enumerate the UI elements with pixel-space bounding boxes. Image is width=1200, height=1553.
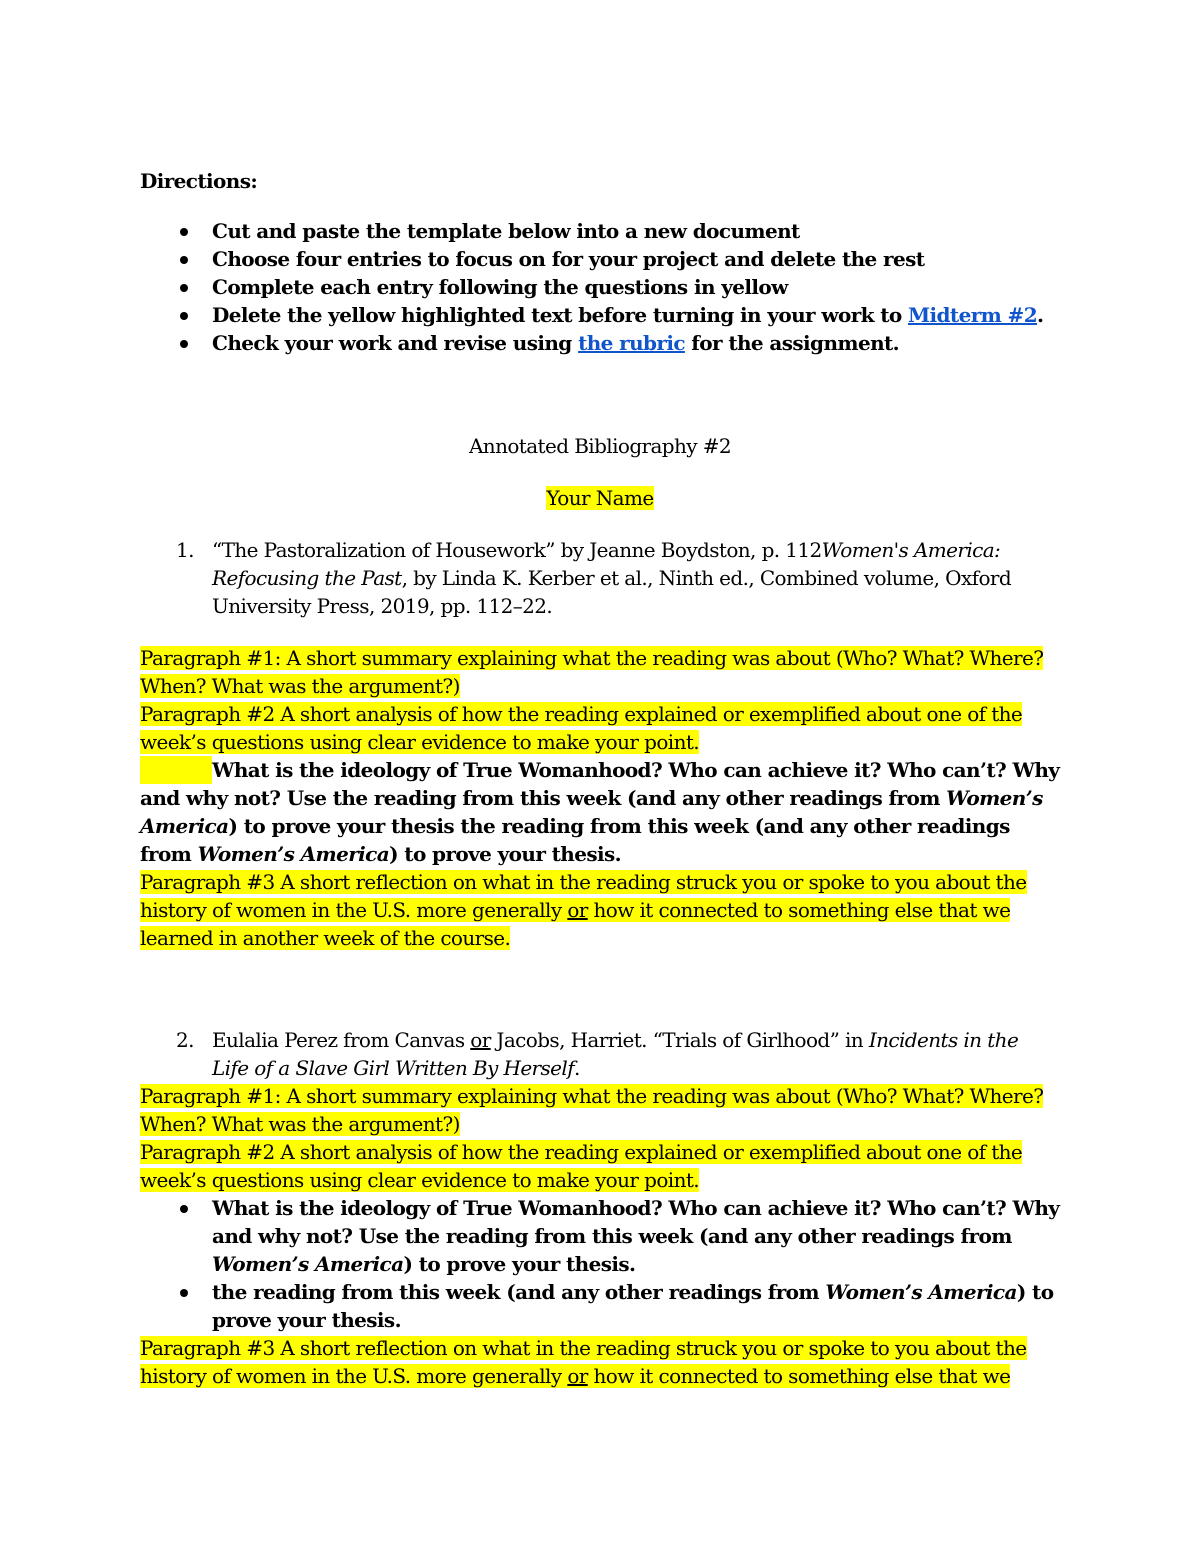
list-item: Choose four entries to focus on for your project and delete the rest (140, 245, 1060, 273)
list-item: Check your work and revise using the rubric for the assignment. (140, 329, 1060, 357)
bibliography-entry-1 (140, 536, 1060, 620)
document-title: Annotated Bibliography #2 (468, 434, 732, 458)
entry1-paragraph3-prompt: Paragraph #3 A short reflection on what in the reading struck you or spoke to you about the history of women in the U.S. more generally or how it connected to something else that we learned in another week of the course. (140, 870, 1027, 950)
list-item: Delete the yellow highlighted text before turning in your work to Midterm #2. (140, 301, 1060, 329)
entry2-paragraph2-prompt: Paragraph #2 A short analysis of how the reading explained or exemplified about one of the week’s questions using clear evidence to make your point. (140, 1140, 1023, 1192)
rubric-link[interactable]: the rubric (578, 331, 685, 355)
entry-citation: “The Pastoralization of Housework” by Jeanne Boydston, p. 112Women's America: Refocusing the Past, by Linda K. Kerber et al., Ninth ed., Combined volume, Oxford University Press, 2019, pp. 112–22. (212, 538, 1012, 618)
directions-list (140, 217, 1060, 357)
list-item: Cut and paste the template below into a new document (140, 217, 1060, 245)
indent-highlight (140, 756, 212, 784)
bullet-icon (180, 312, 188, 320)
entry-citation: Eulalia Perez from Canvas or Jacobs, Harriet. “Trials of Girlhood” in Incidents in the Life of a Slave Girl Written By Herself. (212, 1028, 1019, 1080)
entry2-paragraph1-prompt: Paragraph #1: A short summary explaining what the reading was about (Who? What? Where? When? What was the argument?) (140, 1084, 1044, 1136)
midterm-link[interactable]: Midterm #2 (908, 303, 1038, 327)
entry1-paragraph2-prompt: Paragraph #2 A short analysis of how the reading explained or exemplified about one of the week’s questions using clear evidence to make your point. (140, 702, 1023, 754)
entry1-paragraph1-prompt: Paragraph #1: A short summary explaining what the reading was about (Who? What? Where? When? What was the argument?) (140, 646, 1044, 698)
entry-number: 1. (176, 538, 194, 562)
bullet-icon (180, 1289, 188, 1297)
entry-number: 2. (176, 1028, 194, 1052)
bullet-icon (180, 284, 188, 292)
list-item: Complete each entry following the questions in yellow (140, 273, 1060, 301)
entry1-question: What is the ideology of True Womanhood? Who can achieve it? Who can’t? Why and why not? Use the reading from this week (and any other readings from Women’s America) to prove your thesis the reading from this week (and any other readings from Women’s America) to prove your thesis. (140, 758, 1060, 866)
list-item: the reading from this week (and any other readings from Women’s America) to prove your thesis. (140, 1278, 1060, 1334)
name-placeholder: Your Name (546, 486, 654, 510)
bibliography-entry-2 (140, 1026, 1060, 1082)
bullet-icon (180, 1205, 188, 1213)
entry2-question-list (140, 1194, 1060, 1334)
bullet-icon (180, 228, 188, 236)
entry2-paragraph3-prompt: Paragraph #3 A short reflection on what in the reading struck you or spoke to you about the history of women in the U.S. more generally or how it connected to something else that we (140, 1336, 1027, 1388)
bullet-icon (180, 340, 188, 348)
bullet-icon (180, 256, 188, 264)
directions-heading: Directions: (140, 169, 258, 193)
list-item: What is the ideology of True Womanhood? Who can achieve it? Who can’t? Why and why not? Use the reading from this week (and any other readings from Women’s America) to prove your thesis. (140, 1194, 1060, 1278)
